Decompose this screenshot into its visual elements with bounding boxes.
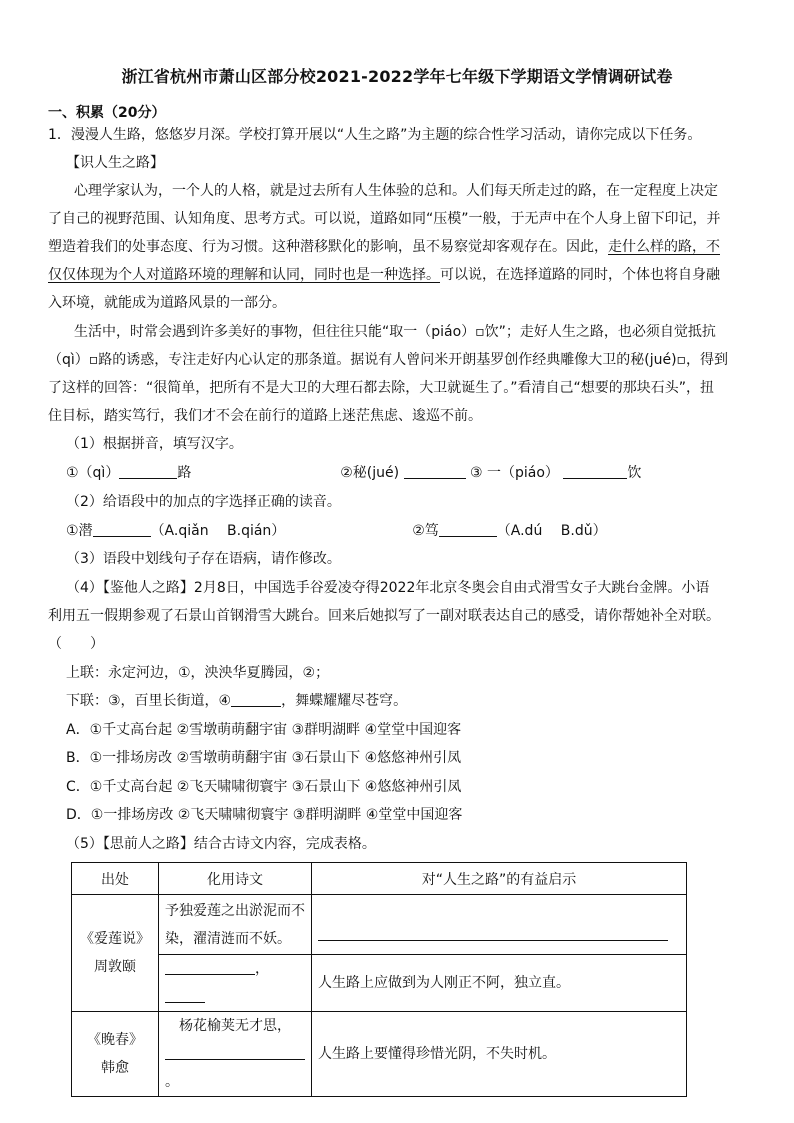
sub-question-1: （1）根据拼音，填写汉字。 [66,436,243,452]
separator: ， [255,961,269,977]
part-label: 【识人生之路】 [66,155,164,171]
question-intro: 1．漫漫人生路，悠悠岁月深。学校打算开展以“人生之路”为主题的综合性学习活动，请你完成以下任务。 [48,127,702,143]
option-c[interactable]: C．①千丈高台起 ②飞天啸啸彻寰宇 ③石景山下 ④悠悠神州引凤 [66,779,462,795]
quote-cell [159,895,312,955]
item-a: ①（qì） [66,465,120,481]
table-row [72,895,687,955]
quote-line: 予独爱莲之出淤泥而不 [165,902,305,919]
answer-blank-a[interactable] [119,464,177,479]
source-title: 《爱莲说》 [80,931,150,947]
paragraph2-line: 住目标，踏实笃行，我们才不会在前行的道路上迷茫焦虑、逡巡不前。 [48,408,482,424]
item-c-suffix: 饮 [627,465,642,481]
quote-line: 染，濯清涟而不妖。 [165,930,291,947]
answer-paren: （ ） [48,636,104,652]
item-a-suffix: 路 [177,465,192,481]
insight-cell: 人生路上应做到为人刚正不阿，独立直。 [312,955,687,1012]
plain-text: 塑造着我们的处事态度、行为习惯。这种潜移默化的影响，虽不易察觉却客观存在。因此， [48,239,608,255]
sub-question-2-answers [66,521,766,541]
table-row [72,955,687,1012]
answer-blank-b[interactable] [404,464,466,479]
sub-question-2: （2）给语段中的加点的字选择正确的读音。 [66,494,341,510]
paragraph1-line [48,237,748,257]
section-heading: 一、积累（20分） [48,105,166,121]
plain-text: 可以说，在选择道路的同时，个体也将自身融 [440,267,720,283]
answer-table [71,862,687,1097]
option-b[interactable]: B．①一排场房改 ②雪墩萌萌翻宇宙 ③石景山下 ④悠悠神州引凤 [66,750,462,766]
item-b-options: （A.dú B.dǔ） [496,523,607,539]
paragraph2-line: 生活中，时常会遇到许多美好的事物，但往往只能“取一（piáo）▫饮”；走好人生之路，也必须自觉抵抗 [74,324,716,340]
paragraph1-line: 心理学家认为，一个人的人格，就是过去所有人生体验的总和。人们每天所走过的路，在一定程度上决定 [74,183,718,199]
item-b: ②笃 [412,523,439,539]
source-cell [72,1012,159,1097]
couplet-lower-a: 下联：③，百里长街道，④ [66,693,232,709]
couplet-upper: 上联：永定河边，①，泱泱华夏腾园，②； [66,665,330,681]
underlined-sentence: 仅仅体现为个人对道路环境的理解和认同，同时也是一种选择。 [48,267,440,283]
table-header-row [72,863,687,895]
quote-cell [159,955,312,1012]
quote-blank[interactable] [165,960,255,975]
insight-cell [312,895,687,955]
quote-line: 杨花榆荚无才思， [179,1018,291,1034]
sub-question-3: （3）语段中划线句子存在语病，请作修改。 [66,551,341,567]
answer-blank-c[interactable] [563,464,627,479]
period: 。 [165,1074,179,1090]
page-title: 浙江省杭州市萧山区部分校2021-2022学年七年级下学期语文学情调研试卷 [121,67,673,86]
option-d[interactable]: D．①一排场房改 ②飞天啸啸彻寰宇 ③群明湖畔 ④堂堂中国迎客 [66,807,463,823]
couplet-blank[interactable] [231,692,281,707]
table-row [72,1012,687,1097]
quote-cell [159,1012,312,1097]
item-b: ②秘(jué) [340,465,400,481]
answer-blank-b[interactable] [439,522,497,537]
header-insight: 对“人生之路”的有益启示 [312,863,687,895]
paragraph1-line: 入环境，就能成为道路风景的一部分。 [48,295,286,311]
sub-question-5: （5）【思前人之路】结合古诗文内容，完成表格。 [66,836,376,852]
item-a: ①潜 [66,523,93,539]
insight-blank[interactable] [318,926,668,941]
couplet-lower-b: ，舞蝶耀耀尽苍穹。 [281,693,408,709]
option-a[interactable]: A．①千丈高台起 ②雪墩萌萌翻宇宙 ③群明湖畔 ④堂堂中国迎客 [66,722,462,738]
header-source: 出处 [72,863,159,895]
header-quote: 化用诗文 [159,863,312,895]
quote-blank[interactable] [165,988,205,1003]
source-title: 《晚春》 [87,1032,143,1048]
source-author: 周敦颐 [94,959,136,975]
paragraph2-line: 了这样的回答：“很简单，把所有不是大卫的大理石都去除，大卫就诞生了。”看清自己“想要的那块石头”，扭 [48,380,715,396]
source-author: 韩愈 [101,1060,129,1076]
item-c: ③ 一（piáo） [470,465,559,481]
underlined-sentence: 走什么样的路，不 [608,239,720,255]
paragraph1-line: 了自己的视野范围、认知角度、思考方式。可以说，道路如同“压模”一般，于无声中在个人身上留下印记，并 [48,211,721,227]
sub-question-4-line: （4）【鉴他人之路】2月8日，中国选手谷爱凌夺得2022年北京冬奥会自由式滑雪女子大跳台金牌。小语 [66,580,710,596]
couplet-lower [66,691,766,711]
paragraph1-line [48,265,748,285]
sub-question-4-line: 利用五一假期参观了石景山首钢滑雪大跳台。回来后她拟写了一副对联表达自己的感受，请你帮她补全对联。 [48,608,720,624]
sub-question-1-answers [66,463,766,483]
paragraph2-line: （qì）▫路的诱惑，专注走好内心认定的那条道。据说有人曾问米开朗基罗创作经典雕像大卫的秘(jué)▫，得到 [48,352,729,368]
source-cell [72,895,159,1012]
answer-blank-a[interactable] [93,522,151,537]
item-a-options: （A.qiǎn B.qián） [150,523,286,539]
insight-cell: 人生路上要懂得珍惜光阴，不失时机。 [312,1012,687,1097]
quote-blank[interactable] [165,1045,305,1060]
